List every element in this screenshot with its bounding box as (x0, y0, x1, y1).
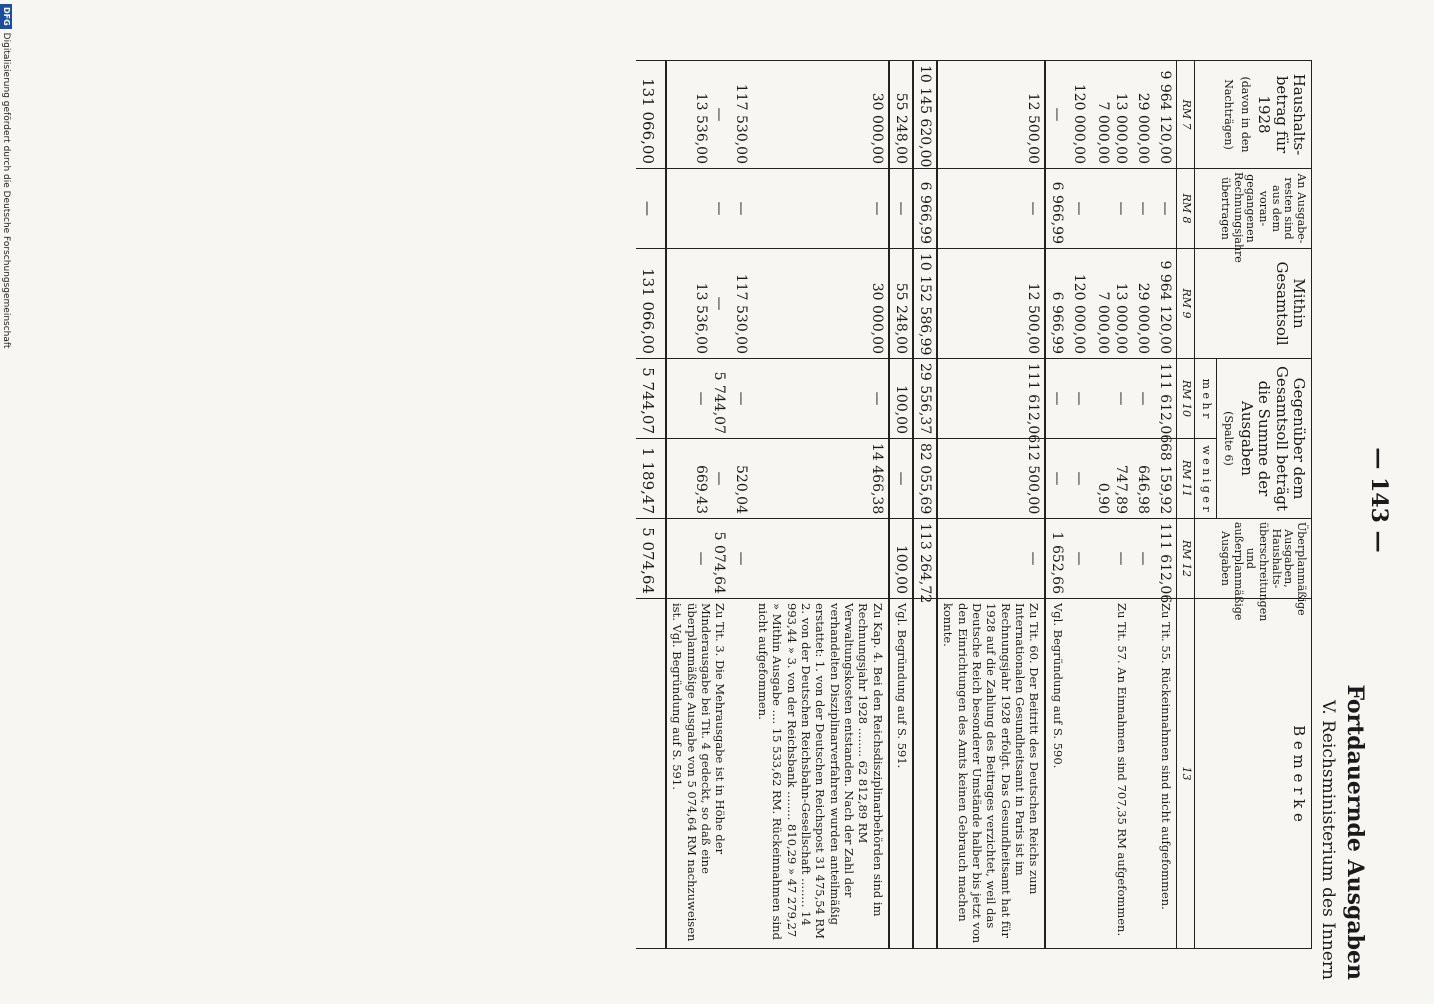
table-row (1045, 61, 1068, 949)
cell-c12: 5 074,64 — (666, 519, 731, 599)
cell-c12: — (1068, 519, 1090, 599)
header-c10: m e h r (1195, 359, 1217, 439)
cell-remark: Vgl. Begründung auf S. 591. (889, 599, 913, 949)
table-row (1132, 61, 1154, 949)
cell-c11: 646,98 (1132, 439, 1154, 519)
header-c8: An Ausgabe-resten sind aus dem voran-gegangenen Rechnungsjahre übertragen (1195, 169, 1312, 249)
total-c9: 131 066,00 (636, 249, 666, 359)
cell-c7: 29 000,00 (1132, 61, 1154, 169)
cell-remark (913, 599, 937, 949)
total-c8: — (636, 169, 666, 249)
cell-c7: 9 964 120,00 (1154, 61, 1177, 169)
cell-c10: 100,00 (889, 359, 913, 439)
cell-c10: 111 612,06 (1154, 359, 1177, 439)
cell-c7: — 13 536,00 (666, 61, 731, 169)
cell-c11: 12 500,00 (937, 439, 1046, 519)
cell-c9: 12 500,00 (937, 249, 1046, 359)
header-c11: w e n i g e r (1195, 439, 1217, 519)
unit-c8: RM 8 (1177, 169, 1195, 249)
cell-c11: 68 159,92 (1154, 439, 1177, 519)
cell-c11: — (1045, 439, 1068, 519)
cell-c7: 10 145 620,00 (913, 61, 937, 169)
cell-c12: — (937, 519, 1046, 599)
cell-c10: — (1090, 359, 1132, 439)
unit-c7: RM 7 (1177, 61, 1195, 169)
table-row (889, 61, 913, 949)
cell-c8: — (1068, 169, 1090, 249)
header-c9: Mithin Gesamtsoll (1195, 249, 1312, 359)
subtotal-row (913, 61, 937, 949)
page-subtitle: V. Reichsministerium des Innern (1318, 699, 1338, 980)
cell-c12: — (1132, 519, 1154, 599)
cell-c8: 6 966,99 (1045, 169, 1068, 249)
cell-c12: 113 264,72 (913, 519, 937, 599)
cell-remark: Zu Tit. 57. An Einnahmen sind 707,35 RM aufgefommen. (1090, 599, 1132, 949)
cell-c9: 55 248,00 (889, 249, 913, 359)
cell-remark (1132, 599, 1154, 949)
cell-remark: Zu Tit. 3. Die Mehrausgabe ist in Höhe der Minderausgabe bei Tit. 4 gedeckt, so daß eine überplanmäßige Ausgabe von 5 074,64 RM nachzuweisen ist. Vgl. Begründung auf S. 591. (666, 599, 731, 949)
cell-c11: — 669,43 (666, 439, 731, 519)
cell-c10: 5 744,07 — (666, 359, 731, 439)
cell-c11: 747,89 0,90 (1090, 439, 1132, 519)
cell-c10: — (730, 359, 752, 439)
cell-c9: 13 000,00 7 000,00 (1090, 249, 1132, 359)
cell-c9: 10 152 586,99 (913, 249, 937, 359)
cell-c7: — (1045, 61, 1068, 169)
cell-c12: — (730, 519, 752, 599)
header-c12: Überplanmäßige Ausgaben, Haushalts-überschreitungen und außerplanmäßige Ausgaben (1195, 519, 1312, 599)
cell-c10: — (752, 359, 888, 439)
cell-remark: Vgl. Begründung auf S. 590. (1045, 599, 1068, 949)
cell-c12: 111 612,06 (1154, 519, 1177, 599)
unit-c10: RM 10 (1177, 359, 1195, 439)
cell-c11: — (1068, 439, 1090, 519)
unit-c13: 13 (1177, 599, 1195, 949)
cell-c7: 55 248,00 (889, 61, 913, 169)
table-row (666, 61, 731, 949)
cell-c11: 520,04 (730, 439, 752, 519)
table-row (1154, 61, 1177, 949)
cell-c12: — (1090, 519, 1132, 599)
cell-remark: Zu Tit. 55. Rückeinnahmen sind nicht aufgefommen. (1154, 599, 1177, 949)
page-title: Fortdauernde Ausgaben (1342, 684, 1368, 980)
unit-c12: RM 12 (1177, 519, 1195, 599)
cell-c7: 117 530,00 (730, 61, 752, 169)
cell-c10: 29 556,37 (913, 359, 937, 439)
dfg-logo-icon: DFG (0, 4, 12, 29)
table-row (730, 61, 752, 949)
cell-remark (730, 599, 752, 949)
digitization-footer (0, 0, 12, 1004)
cell-c8: — (730, 169, 752, 249)
cell-remark: Zu Tit. 60. Der Beitritt des Deutschen Reichs zum Internationalen Gesundheitsamt in Paris ist im Rechnungsjahr 1928 erfolgt. Das Gesundheitsamt hat für 1928 auf die Zahlung des Beitrages verzichtet, weil das Deutsche Reich besonderer Umstände halber bis jetzt von den Einrichtungen des Amts keinen Gebrauch machen konnte. (937, 599, 1046, 949)
cell-remark (1068, 599, 1090, 949)
cell-c9: 120 000,00 (1068, 249, 1090, 359)
cell-c11: 14 466,38 (752, 439, 888, 519)
cell-c11: 82 055,69 (913, 439, 937, 519)
cell-c8: 6 966,99 (913, 169, 937, 249)
cell-c8: — (889, 169, 913, 249)
total-remark (636, 599, 666, 949)
unit-c11: RM 11 (1177, 439, 1195, 519)
table-row (937, 61, 1046, 949)
total-c11: 1 189,47 (636, 439, 666, 519)
table-row (1090, 61, 1132, 949)
cell-c8: — (1132, 169, 1154, 249)
footer-text: Digitalisierung gefördert durch die Deutsche Forschungsgemeinschaft (1, 32, 11, 349)
total-c7: 131 066,00 (636, 61, 666, 169)
cell-c9: 30 000,00 (752, 249, 888, 359)
cell-c8: — (752, 169, 888, 249)
table-row (752, 61, 888, 949)
cell-c9: 9 964 120,00 (1154, 249, 1177, 359)
cell-c9: 6 966,99 (1045, 249, 1068, 359)
cell-remark: Zu Kap. 4. Bei den Reichsdisziplinarbehörden sind im Rechnungsjahr 1928 ........ 62 812,89 RM Verwaltungskosten entstanden. Nach der Zahl der verhandelten Disziplinarverfahren wurden anteilmäßig erstattet: 1. von der Deutschen Reichspost 31 475,54 RM 2. von der Deutschen Reichsbahn-Gesellschaft ........ 14 993,44 » 3. von der Reichsbank ........ 810,29 » 47 279,27 » Mithin Ausgabe .... 15 533,62 RM. Rückeinnahmen sind nicht aufgefommen. (752, 599, 888, 949)
cell-c7: 12 500,00 (937, 61, 1046, 169)
cell-c9: 117 530,00 (730, 249, 752, 359)
header-c13: B e m e r k e (1195, 599, 1312, 949)
cell-c7: 30 000,00 (752, 61, 888, 169)
cell-c10: — (1068, 359, 1090, 439)
budget-table (636, 60, 1312, 949)
cell-c12: 1 652,66 (1045, 519, 1068, 599)
cell-c10: — (1132, 359, 1154, 439)
cell-c12: 100,00 (889, 519, 913, 599)
cell-c10: 111 612,06 (937, 359, 1046, 439)
total-row (636, 61, 666, 949)
header-c10-11-group: Gegenüber dem Gesamtsoll beträgt die Summe der Ausgaben (Spalte 6) (1216, 359, 1311, 519)
cell-c7: 13 000,00 7 000,00 (1090, 61, 1132, 169)
page-number: — 143 — (1366, 447, 1392, 553)
cell-c7: 120 000,00 (1068, 61, 1090, 169)
cell-c8: — (666, 169, 731, 249)
cell-c9: 29 000,00 (1132, 249, 1154, 359)
cell-c8: — (1154, 169, 1177, 249)
unit-c9: RM 9 (1177, 249, 1195, 359)
cell-c8: — (937, 169, 1046, 249)
cell-c10: — (1045, 359, 1068, 439)
cell-c9: — 13 536,00 (666, 249, 731, 359)
table-row (1068, 61, 1090, 949)
cell-c12 (752, 519, 888, 599)
total-c12: 5 074,64 (636, 519, 666, 599)
cell-c11: — (889, 439, 913, 519)
cell-c8: — (1090, 169, 1132, 249)
header-c7: Haushalts-betrag für 1928 (davon in den Nachträgen) (1195, 61, 1312, 169)
total-c10: 5 744,07 (636, 359, 666, 439)
